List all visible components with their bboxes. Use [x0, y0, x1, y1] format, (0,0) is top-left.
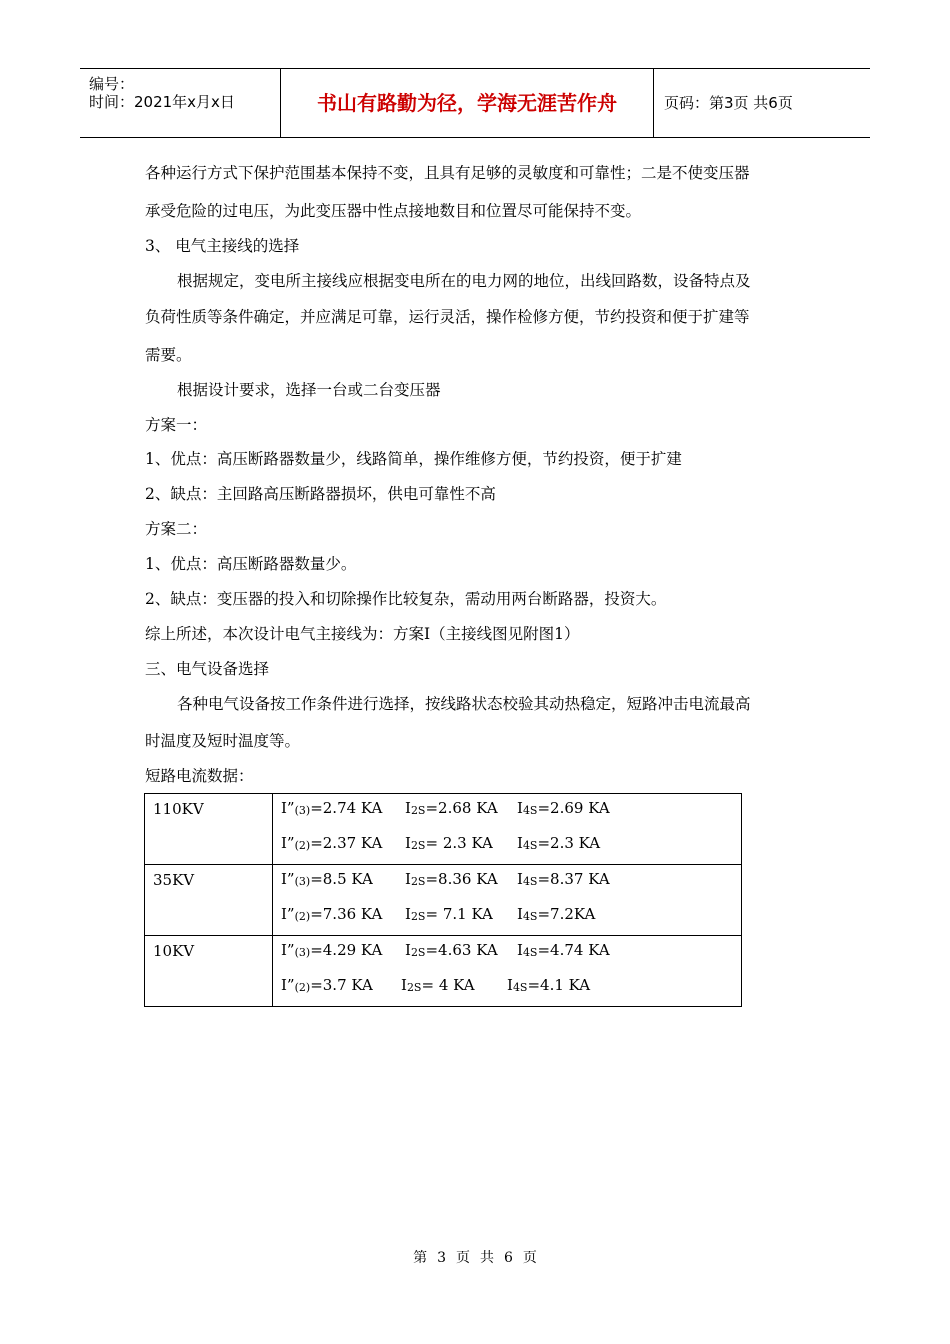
section-heading: 3、 电气主接线的选择: [145, 237, 300, 255]
list-item: 2、缺点：变压器的投入和切除操作比较复杂，需动用两台断路器，投资大。: [145, 590, 667, 608]
value-line: $I”_{(2)}=2.37$ KA $I_{2S}= 2.3$ KA $I_{4S}=2.3$ KA: [281, 834, 601, 852]
voltage-cell: 110KV: [145, 794, 273, 865]
page-total: 6: [504, 1250, 513, 1266]
paragraph: 需要。: [145, 346, 192, 364]
values-cell: [273, 794, 742, 865]
value-line: $I”_{(3)}=4.29$ KA $I_{2S}=4.63$ KA $I_{4S}=4.74$ KA: [281, 941, 610, 959]
paragraph: 时温度及短时温度等。: [145, 732, 301, 750]
value-line: $I”_{(2)}=3.7$ KA $I_{2S}= 4$ KA $I_{4S}=4.1$ KA: [281, 976, 591, 994]
table-caption: 短路电流数据：: [145, 767, 254, 785]
page-number: 3: [437, 1250, 446, 1266]
paragraph: 根据设计要求，选择一台或二台变压器: [177, 381, 441, 399]
paragraph: 负荷性质等条件确定，并应满足可靠，运行灵活，操作检修方便，节约投资和便于扩建等: [145, 308, 750, 326]
table-row: [145, 794, 742, 865]
paragraph: 各种电气设备按工作条件进行选择，按线路状态校验其动热稳定，短路冲击电流最高: [177, 695, 751, 713]
paragraph: 承受危险的过电压，为此变压器中性点接地数目和位置尽可能保持不变。: [145, 202, 642, 220]
values-cell: [273, 865, 742, 936]
scheme-heading: 方案二：: [145, 520, 208, 538]
header-meta: [80, 69, 281, 137]
scheme-heading: 方案一：: [145, 416, 208, 434]
table-row: [145, 936, 742, 1007]
paragraph: 各种运行方式下保护范围基本保持不变，且具有足够的灵敏度和可靠性；二是不使变压器: [145, 164, 750, 182]
list-item: 1、优点：高压断路器数量少。: [145, 555, 357, 573]
voltage-cell: 35KV: [145, 865, 273, 936]
paragraph: 根据规定，变电所主接线应根据变电所在的电力网的地位，出线回路数，设备特点及: [177, 272, 751, 290]
time-label: 时间：2021年x月x日: [89, 93, 235, 111]
value-line: $I”_{(3)}=8.5$ KA $I_{2S}=8.36$ KA $I_{4S}=8.37$ KA: [281, 870, 610, 888]
table-row: [145, 865, 742, 936]
section-heading: 三、电气设备选择: [145, 660, 270, 678]
list-item: 2、缺点：主回路高压断路器损坏，供电可靠性不高: [145, 485, 496, 503]
number-label: 编号：: [89, 75, 135, 93]
header-page-info: 页码：第3页 共6页: [664, 94, 793, 112]
list-item: 1、优点：高压断路器数量少，线路简单，操作维修方便，节约投资，便于扩建: [145, 450, 682, 468]
short-circuit-table: [144, 793, 742, 1007]
value-line: $I”_{(2)}=7.36$ KA $I_{2S}= 7.1$ KA $I_{4S}=7.2KA$: [281, 905, 596, 923]
page-footer: 第 3 页 共 6 页: [413, 1250, 537, 1266]
paragraph: 综上所述，本次设计电气主接线为：方案I（主接线图见附图1）: [145, 625, 580, 643]
values-cell: [273, 936, 742, 1007]
value-line: $I”_{(3)}=2.74$ KA $I_{2S}=2.68$ KA $I_{4S}=2.69$ KA: [281, 799, 610, 817]
header-motto: 书山有路勤为径，学海无涯苦作舟: [281, 69, 654, 137]
voltage-cell: 10KV: [145, 936, 273, 1007]
page-header: [80, 68, 870, 138]
